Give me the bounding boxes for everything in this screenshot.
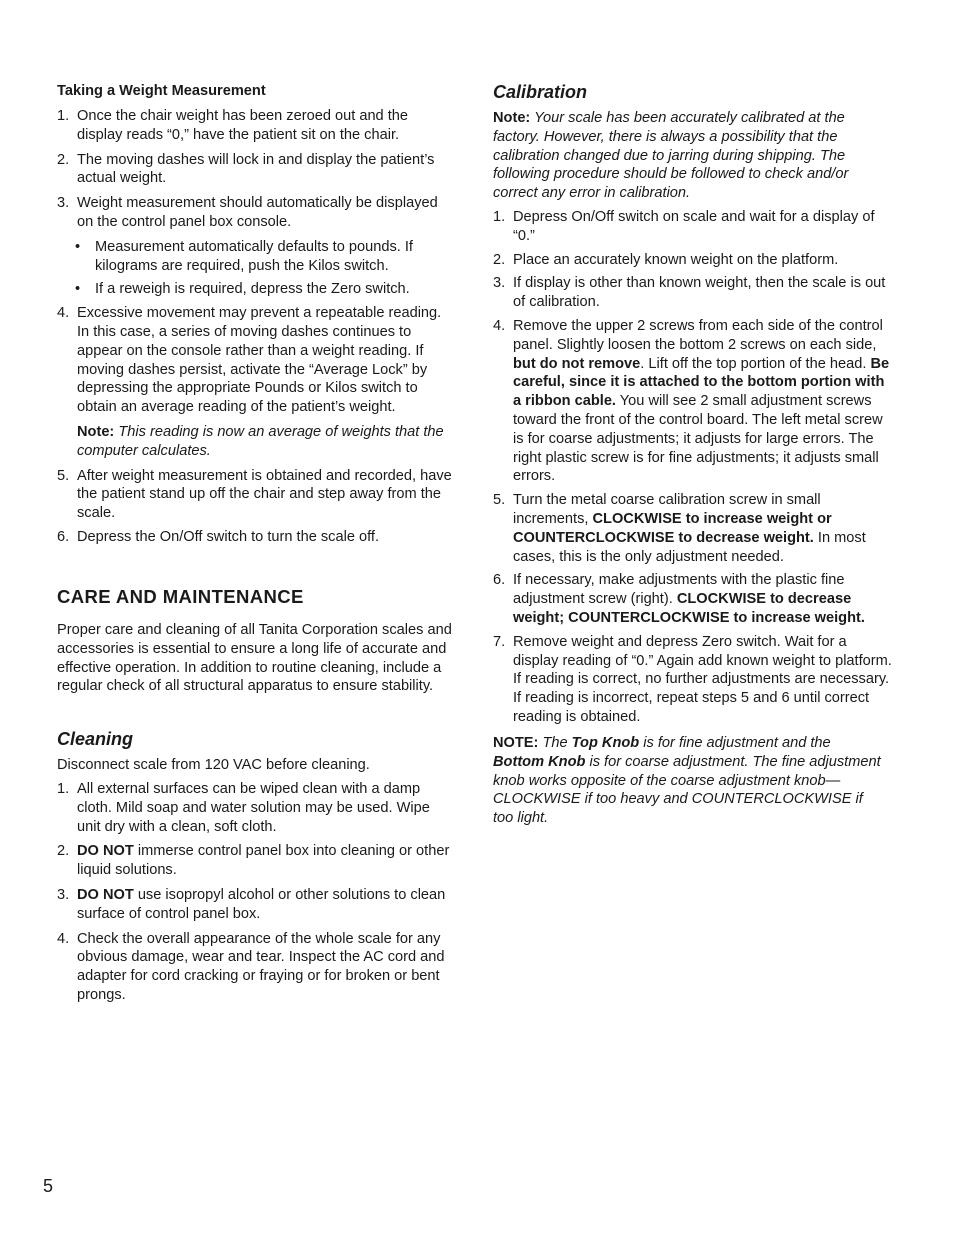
calibration-note: Note: Your scale has been accurately calibrated at the factory. However, there is always a possibility that the calibration changed due to jarring during shipping. The following procedure should be followed to check and/or correct any error in calibration. bbox=[493, 110, 849, 202]
list-item: 6. Depress the On/Off switch to turn the scale off. bbox=[57, 528, 380, 545]
bullet-item: • If a reweigh is required, depress the Zero switch. bbox=[75, 281, 410, 298]
calibration-heading: Calibration bbox=[493, 82, 588, 102]
cleaning-steps-list bbox=[57, 780, 457, 1005]
knob-note: NOTE: The Top Knob is for fine adjustment and the Bottom Knob is for coarse adjustment. The fine adjustment knob works opposite of the coarse adjustment knob—CLOCKWISE if too heavy and COUNTERCLOCKWISE if too light. bbox=[493, 735, 881, 827]
care-maintenance-heading: CARE AND MAINTENANCE bbox=[57, 586, 304, 607]
list-item: 4. Remove the upper 2 screws from each side of the control panel. Slightly loosen the bottom 2 screws on each side, but do not remove. Lift off the top portion of the head. Be careful, since it is attached to the bottom portion with a ribbon cable. You will see 2 small adjustment screws toward the front of the control board. The left metal screw is for coarse adjustments; it adjusts for large errors. The right plastic screw is for fine adjustments; it adjusts small errors. bbox=[493, 317, 890, 485]
list-item: 1. All external surfaces can be wiped clean with a damp cloth. Mild soap and water solution may be used. Wipe unit dry with a clean, soft cloth. bbox=[57, 781, 430, 835]
calibration-steps-list bbox=[493, 208, 895, 727]
weight-measurement-heading: Taking a Weight Measurement bbox=[57, 83, 266, 99]
list-item: 2. The moving dashes will lock in and display the patient’s actual weight. bbox=[57, 151, 435, 187]
list-item: 4. Excessive movement may prevent a repeatable reading. In this case, a series of moving dashes continues to appear on the console rather than a weight reading. If moving dashes persist, activate the “Average Lock” by depressing the appropriate Pounds or Kilos switch to obtain an average reading of the patient’s weight. bbox=[57, 305, 442, 416]
list-item: 5. After weight measurement is obtained and recorded, have the patient stand up off the chair and step away from the scale. bbox=[57, 467, 452, 522]
weight-steps-list bbox=[57, 107, 457, 547]
list-item: 5. Turn the metal coarse calibration screw in small increments, CLOCKWISE to increase weight or COUNTERCLOCKWISE to decrease weight. In most cases, this is the only adjustment needed. bbox=[493, 492, 866, 565]
list-item: 3. If display is other than known weight, then the scale is out of calibration. bbox=[493, 275, 886, 311]
cleaning-heading: Cleaning bbox=[57, 729, 134, 749]
list-item: 7. Remove weight and depress Zero switch. Wait for a display reading of “0.” Again add known weight to platform. If reading is correct, no further adjustments are necessary. If reading is incorrect, repeat steps 5 and 6 until correct reading is obtained. bbox=[493, 633, 892, 725]
note: Note: This reading is now an average of weights that the computer calculates. bbox=[77, 423, 444, 459]
list-item: 3. Weight measurement should automatically be displayed on the control panel box console. bbox=[57, 195, 438, 230]
list-item: 2. DO NOT immerse control panel box into cleaning or other liquid solutions. bbox=[57, 843, 450, 879]
list-item: 2. Place an accurately known weight on the platform. bbox=[493, 251, 839, 268]
list-item: 4. Check the overall appearance of the whole scale for any obvious damage, wear and tear. Inspect the AC cord and adapter for cord cracking or fraying or for broken or bent prongs. bbox=[57, 930, 445, 1003]
list-item: 6. If necessary, make adjustments with the plastic fine adjustment screw (right). CLOCKWISE to decrease weight; COUNTERCLOCKWISE to increase weight. bbox=[493, 572, 865, 626]
list-item: 1. Once the chair weight has been zeroed out and the display reads “0,” have the patient sit on the chair. bbox=[57, 108, 409, 143]
list-item: 3. DO NOT use isopropyl alcohol or other solutions to clean surface of control panel box. bbox=[57, 886, 446, 922]
list-item: 1. Depress On/Off switch on scale and wait for a display of “0.” bbox=[493, 209, 875, 244]
page-number: 5 bbox=[43, 1176, 54, 1196]
bullet-item: • Measurement automatically defaults to pounds. If kilograms are required, push the Kilos switch. bbox=[75, 238, 413, 274]
cleaning-intro: Disconnect scale from 120 VAC before cleaning. bbox=[57, 757, 370, 773]
care-paragraph: Proper care and cleaning of all Tanita Corporation scales and accessories is essential to ensure a long life of accurate and effective operation. In addition to routine cleaning, include a regular check of all structural apparatus to ensure stability. bbox=[57, 622, 452, 695]
